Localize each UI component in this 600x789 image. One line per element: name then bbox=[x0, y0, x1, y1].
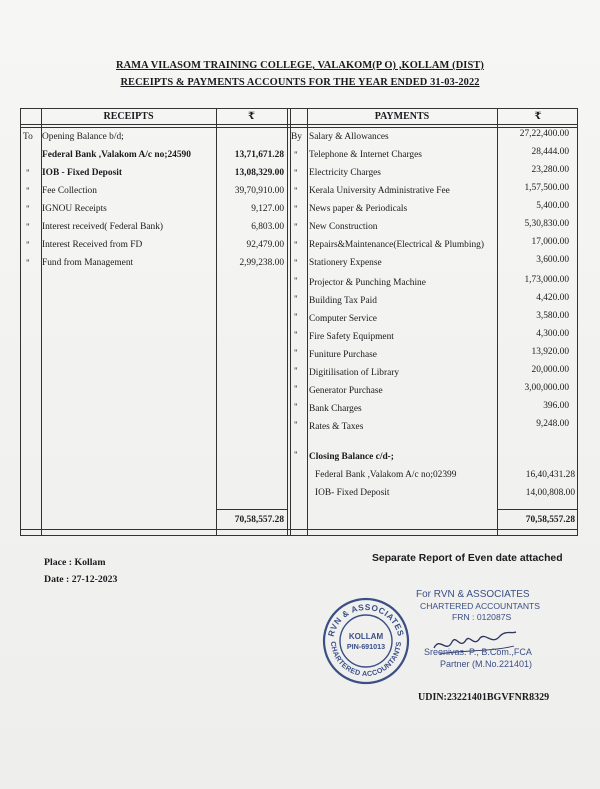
date-label: Date : 27-12-2023 bbox=[44, 574, 118, 585]
payment-amount: 23,280.00 bbox=[531, 165, 569, 175]
ditto-mark: " bbox=[26, 168, 30, 178]
receipt-label: Federal Bank ,Valakom A/c no;24590 bbox=[42, 150, 191, 160]
report-note: Separate Report of Even date attached bbox=[372, 553, 563, 564]
udin-number: UDIN:23221401BGVFNR8329 bbox=[418, 692, 550, 703]
ditto-mark: " bbox=[294, 348, 298, 358]
auditor-role: CHARTERED ACCOUNTANTS bbox=[420, 601, 541, 611]
payment-amount: 3,00,000.00 bbox=[524, 383, 569, 393]
payment-label: New Construction bbox=[309, 222, 378, 232]
ditto-mark: " bbox=[294, 384, 298, 394]
auditor-partner-name: Sreenivas. P., B.Com.,FCA bbox=[424, 647, 532, 657]
payment-amount: 9,248.00 bbox=[536, 419, 569, 429]
closing-item-amount: 16,40,431.28 bbox=[525, 470, 575, 480]
payment-amount: 28,444.00 bbox=[531, 147, 569, 157]
payments-rupee-header: ₹ bbox=[534, 111, 542, 122]
ditto-mark: " bbox=[26, 258, 30, 268]
ditto-mark: " bbox=[294, 294, 298, 304]
ditto-mark: " bbox=[294, 312, 298, 322]
payment-label: Stationery Expense bbox=[309, 258, 382, 268]
payment-amount: 4,420.00 bbox=[536, 293, 569, 303]
payment-amount: 5,400.00 bbox=[536, 201, 569, 211]
ditto-mark: " bbox=[294, 330, 298, 340]
receipt-label: Interest Received from FD bbox=[42, 240, 143, 250]
payment-label: Salary & Allowances bbox=[309, 132, 389, 142]
payment-amount: 1,73,000.00 bbox=[524, 275, 569, 285]
payment-amount: 396.00 bbox=[543, 401, 569, 411]
receipt-amount: 2,99,238.00 bbox=[239, 258, 284, 268]
payment-label: Repairs&Maintenance(Electrical & Plumbing) bbox=[309, 240, 484, 250]
receipt-amount: 92,479.00 bbox=[246, 240, 284, 250]
receipt-amount: 39,70,910.00 bbox=[234, 186, 284, 196]
payment-label: Generator Purchase bbox=[309, 386, 383, 396]
ditto-mark: " bbox=[294, 222, 298, 232]
receipt-label: IOB - Fixed Deposit bbox=[42, 168, 122, 178]
auditor-firm: For RVN & ASSOCIATES bbox=[416, 589, 530, 600]
payment-label: Funiture Purchase bbox=[309, 350, 377, 360]
payment-amount: 5,30,830.00 bbox=[524, 219, 569, 229]
receipts-payments-divider bbox=[287, 109, 288, 535]
payment-amount: 27,22,400.00 bbox=[519, 129, 569, 139]
closing-item-amount: 14,00,808.00 bbox=[525, 488, 575, 498]
place-label: Place : Kollam bbox=[44, 557, 106, 568]
receipts-total: 70,58,557.28 bbox=[234, 515, 284, 525]
by-column-divider bbox=[307, 109, 308, 535]
receipt-amount: 13,71,671.28 bbox=[234, 150, 284, 160]
receipts-payments-table bbox=[20, 108, 578, 536]
payment-label: Bank Charges bbox=[309, 404, 362, 414]
ditto-mark: " bbox=[26, 186, 30, 196]
ditto-mark: " bbox=[294, 186, 298, 196]
payment-amount: 4,300.00 bbox=[536, 329, 569, 339]
payment-label: Telephone & Internet Charges bbox=[309, 150, 422, 160]
payment-amount: 3,600.00 bbox=[536, 255, 569, 265]
closing-item-label: IOB- Fixed Deposit bbox=[315, 488, 390, 498]
receipts-prefix-to: To bbox=[23, 132, 33, 142]
auditor-partner-title: Partner (M.No.221401) bbox=[440, 659, 533, 669]
document-subtitle: RECEIPTS & PAYMENTS ACCOUNTS FOR THE YEAR ENDED 31-03-2022 bbox=[120, 77, 480, 88]
signature-icon bbox=[430, 624, 520, 664]
firm-seal-icon bbox=[322, 597, 410, 685]
payments-total: 70,58,557.28 bbox=[525, 515, 575, 525]
closing-balance-label: Closing Balance c/d-; bbox=[309, 452, 394, 462]
payment-amount: 17,000.00 bbox=[531, 237, 569, 247]
auditor-frn: FRN : 012087S bbox=[452, 612, 512, 622]
payment-label: Kerala University Administrative Fee bbox=[309, 186, 450, 196]
receipt-label: Fund from Management bbox=[42, 258, 134, 268]
payment-amount: 20,000.00 bbox=[531, 365, 569, 375]
receipt-amount: 13,08,329.00 bbox=[234, 168, 284, 178]
payment-amount: 13,920.00 bbox=[531, 347, 569, 357]
receipts-total-top-rule bbox=[216, 509, 287, 510]
ditto-mark: " bbox=[26, 222, 30, 232]
seal-top-text: RVN & ASSOCIATES bbox=[325, 601, 407, 638]
seal-city: KOLLAM bbox=[348, 632, 384, 641]
receipt-label: IGNOU Receipts bbox=[42, 204, 107, 214]
payments-prefix-by: By bbox=[291, 132, 302, 142]
ditto-mark: " bbox=[26, 204, 30, 214]
header-divider-inner bbox=[21, 127, 577, 128]
payment-label: News paper & Periodicals bbox=[309, 204, 408, 214]
ditto-mark: " bbox=[294, 204, 298, 214]
payment-label: Digitilisation of Library bbox=[309, 368, 400, 378]
ditto-mark: " bbox=[294, 150, 298, 160]
payment-label: Fire Safety Equipment bbox=[309, 332, 394, 342]
header-divider bbox=[21, 124, 577, 125]
receipts-payments-divider-inner bbox=[290, 109, 291, 535]
payment-amount: 3,580.00 bbox=[536, 311, 569, 321]
receipt-amount: 6,803.00 bbox=[251, 222, 284, 232]
receipts-rupee-header: ₹ bbox=[248, 111, 255, 122]
ditto-mark: " bbox=[294, 240, 298, 250]
receipt-label: Interest received( Federal Bank) bbox=[42, 222, 164, 232]
payments-header: PAYMENTS bbox=[374, 111, 430, 122]
payment-amount: 1,57,500.00 bbox=[524, 183, 569, 193]
receipt-amount: 9,127.00 bbox=[251, 204, 284, 214]
receipt-label: Opening Balance b/d; bbox=[42, 132, 124, 142]
seal-pin: PIN-691013 bbox=[346, 642, 386, 651]
ditto-mark: " bbox=[294, 168, 298, 178]
ditto-mark: " bbox=[26, 240, 30, 250]
ditto-mark: " bbox=[294, 450, 298, 460]
ditto-mark: " bbox=[294, 366, 298, 376]
payments-total-top-rule bbox=[497, 509, 577, 510]
ditto-mark: " bbox=[294, 276, 298, 286]
payment-label: Computer Service bbox=[309, 314, 377, 324]
payment-label: Building Tax Paid bbox=[309, 296, 377, 306]
receipts-header: RECEIPTS bbox=[103, 111, 154, 122]
ditto-mark: " bbox=[294, 258, 298, 268]
ditto-mark: " bbox=[294, 402, 298, 412]
payment-label: Rates & Taxes bbox=[309, 422, 364, 432]
total-bottom-rule bbox=[21, 529, 577, 530]
closing-item-label: Federal Bank ,Valakom A/c no;02399 bbox=[315, 470, 457, 480]
ditto-mark: " bbox=[294, 420, 298, 430]
seal-bottom-text: CHARTERED ACCOUNTANTS bbox=[328, 640, 404, 679]
document-title: RAMA VILASOM TRAINING COLLEGE, VALAKOM(P O) ,KOLLAM (DIST) bbox=[116, 60, 484, 71]
payment-label: Electricity Charges bbox=[309, 168, 381, 178]
receipt-label: Fee Collection bbox=[42, 186, 97, 196]
payment-label: Projector & Punching Machine bbox=[309, 278, 426, 288]
